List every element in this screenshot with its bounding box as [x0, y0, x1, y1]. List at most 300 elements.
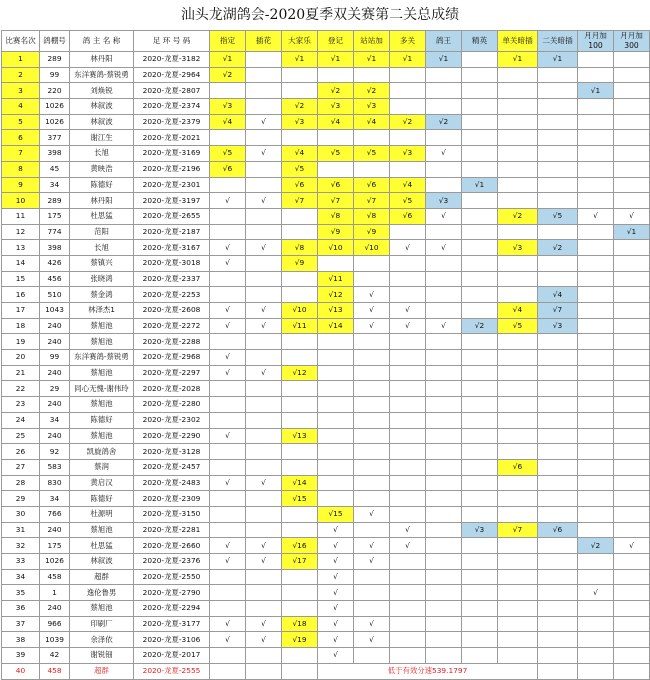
cell-rank: 10	[2, 193, 40, 209]
cell-award	[462, 554, 498, 570]
cell-award	[390, 569, 426, 585]
cell-award	[426, 287, 462, 303]
cell-award	[318, 334, 354, 350]
cell-award	[318, 67, 354, 83]
cell-award	[354, 475, 390, 491]
cell-award	[426, 303, 462, 319]
cell-award	[614, 412, 650, 428]
cell-loft: 289	[40, 52, 70, 68]
cell-award	[578, 412, 614, 428]
table-row	[2, 114, 650, 130]
cell-loft: 92	[40, 444, 70, 460]
cell-owner: 范阳	[70, 224, 134, 240]
cell-award	[578, 475, 614, 491]
table-row	[2, 193, 650, 209]
cell-award	[426, 224, 462, 240]
cell-ring: 2020-龙夏-2655	[134, 208, 210, 224]
cell-ring: 2020-龙夏-3177	[134, 616, 210, 632]
cell-award: √	[354, 538, 390, 554]
cell-owner: 蔡旭池	[70, 522, 134, 538]
cell-award	[578, 491, 614, 507]
cell-rank: 24	[2, 412, 40, 428]
cell-award	[426, 334, 462, 350]
cell-award	[538, 83, 578, 99]
cell-award: √	[354, 287, 390, 303]
cell-award	[282, 585, 318, 601]
cell-award: √	[614, 208, 650, 224]
cell-loft: 583	[40, 459, 70, 475]
table-row	[2, 538, 650, 554]
cell-owner: 同心无愧-谢伟玲	[70, 381, 134, 397]
cell-award	[614, 601, 650, 617]
cell-award	[538, 114, 578, 130]
cell-award	[354, 161, 390, 177]
cell-owner: 凯旋鸽舍	[70, 444, 134, 460]
cell-rank: 32	[2, 538, 40, 554]
table-row	[2, 287, 650, 303]
cell-award	[578, 130, 614, 146]
cell-award: √	[318, 601, 354, 617]
table-row	[2, 208, 650, 224]
cell-award	[210, 585, 246, 601]
cell-award	[246, 397, 282, 413]
cell-award: √5	[538, 208, 578, 224]
cell-loft: 398	[40, 146, 70, 162]
cell-loft: 1043	[40, 303, 70, 319]
cell-award	[246, 208, 282, 224]
cell-ring: 2020-龙夏-2457	[134, 459, 210, 475]
cell-award	[498, 99, 538, 115]
cell-award	[390, 381, 426, 397]
cell-award	[210, 224, 246, 240]
cell-award	[246, 601, 282, 617]
cell-award	[210, 208, 246, 224]
cell-award	[282, 287, 318, 303]
cell-award	[498, 130, 538, 146]
cell-award	[498, 475, 538, 491]
cell-rank: 31	[2, 522, 40, 538]
cell-rank: 22	[2, 381, 40, 397]
cell-award	[426, 506, 462, 522]
cell-award	[614, 52, 650, 68]
cell-award	[498, 569, 538, 585]
cell-rank: 19	[2, 334, 40, 350]
cell-loft: 240	[40, 522, 70, 538]
column-header: 多关	[390, 31, 426, 52]
cell-award: √	[246, 146, 282, 162]
cell-award: √11	[282, 318, 318, 334]
cell-award: √	[210, 255, 246, 271]
cell-award	[538, 428, 578, 444]
table-row	[2, 350, 650, 366]
cell-rank: 14	[2, 255, 40, 271]
cell-award	[614, 146, 650, 162]
cell-award: √11	[318, 271, 354, 287]
cell-award	[462, 114, 498, 130]
cell-owner: 蔡旭池	[70, 428, 134, 444]
cell-award: √1	[538, 52, 578, 68]
cell-rank: 37	[2, 616, 40, 632]
cell-rank: 34	[2, 569, 40, 585]
cell-award	[462, 585, 498, 601]
cell-loft: 1026	[40, 554, 70, 570]
cell-award	[538, 616, 578, 632]
cell-award	[426, 648, 462, 664]
cell-award	[462, 240, 498, 256]
cell-award	[426, 412, 462, 428]
cell-rank: 23	[2, 397, 40, 413]
cell-award	[538, 130, 578, 146]
cell-award: √2	[538, 240, 578, 256]
cell-rank: 38	[2, 632, 40, 648]
cell-award: √1	[426, 52, 462, 68]
cell-award: √4	[538, 287, 578, 303]
cell-award: √	[246, 365, 282, 381]
cell-award	[462, 397, 498, 413]
cell-award	[390, 397, 426, 413]
cell-award	[614, 397, 650, 413]
table-row	[2, 569, 650, 585]
cell-loft: 240	[40, 397, 70, 413]
cell-award: √	[318, 569, 354, 585]
cell-award: √	[318, 585, 354, 601]
table-row	[2, 506, 650, 522]
cell-empty	[578, 663, 614, 679]
cell-award: √	[578, 585, 614, 601]
cell-loft: 1039	[40, 632, 70, 648]
cell-award: √6	[390, 208, 426, 224]
cell-award: √13	[318, 303, 354, 319]
cell-award	[538, 334, 578, 350]
cell-award	[390, 287, 426, 303]
cell-award	[578, 193, 614, 209]
table-row	[2, 224, 650, 240]
cell-award: √6	[498, 459, 538, 475]
cell-ring: 2020-龙夏-3169	[134, 146, 210, 162]
cell-award	[246, 334, 282, 350]
cell-award	[614, 130, 650, 146]
cell-award	[538, 381, 578, 397]
cell-owner: 刘焕锐	[70, 83, 134, 99]
cell-award	[390, 444, 426, 460]
cell-award	[354, 255, 390, 271]
cell-ring: 2020-龙夏-2196	[134, 161, 210, 177]
cell-award	[498, 67, 538, 83]
cell-award	[282, 83, 318, 99]
cell-award	[538, 444, 578, 460]
table-row	[2, 240, 650, 256]
cell-ring: 2020-龙夏-2309	[134, 491, 210, 507]
cell-award: √	[354, 318, 390, 334]
cell-award: √16	[282, 538, 318, 554]
cell-award	[318, 428, 354, 444]
cell-award	[578, 428, 614, 444]
cell-award	[578, 224, 614, 240]
cell-award	[246, 287, 282, 303]
column-header: 精英	[462, 31, 498, 52]
cell-award	[578, 632, 614, 648]
cell-award: √15	[282, 491, 318, 507]
cell-owner: 东洋赛鸽-蔡锐勇	[70, 350, 134, 366]
cell-award: √2	[578, 538, 614, 554]
cell-award	[538, 350, 578, 366]
cell-award	[282, 412, 318, 428]
column-header: 大家乐	[282, 31, 318, 52]
cell-award: √3	[210, 99, 246, 115]
cell-award	[462, 208, 498, 224]
cell-ring: 2020-龙夏-2301	[134, 177, 210, 193]
cell-award	[498, 161, 538, 177]
cell-award	[246, 648, 282, 664]
cell-award	[462, 616, 498, 632]
cell-award	[462, 569, 498, 585]
cell-award	[390, 334, 426, 350]
cell-award	[354, 569, 390, 585]
cell-award	[426, 67, 462, 83]
cell-award	[246, 428, 282, 444]
cell-award: √4	[390, 177, 426, 193]
table-row	[2, 303, 650, 319]
cell-award: √7	[498, 522, 538, 538]
cell-award: √8	[318, 208, 354, 224]
cell-award	[354, 601, 390, 617]
cell-award	[246, 255, 282, 271]
cell-award	[354, 130, 390, 146]
cell-award: √	[210, 365, 246, 381]
table-row	[2, 601, 650, 617]
cell-award	[462, 224, 498, 240]
cell-award	[426, 177, 462, 193]
cell-award: √7	[282, 193, 318, 209]
cell-owner: 蔡旭池	[70, 318, 134, 334]
cell-award	[282, 444, 318, 460]
cell-ring: 2020-龙夏-2021	[134, 130, 210, 146]
cell-award	[538, 601, 578, 617]
cell-rank: 29	[2, 491, 40, 507]
cell-award	[426, 130, 462, 146]
cell-award	[390, 350, 426, 366]
cell-rank: 26	[2, 444, 40, 460]
cell-award	[246, 491, 282, 507]
cell-award: √	[246, 538, 282, 554]
cell-award	[426, 538, 462, 554]
cell-award	[426, 397, 462, 413]
cell-ring: 2020-龙夏-2337	[134, 271, 210, 287]
cell-owner: 长旭	[70, 240, 134, 256]
cell-award: √10	[282, 303, 318, 319]
cell-award: √	[390, 538, 426, 554]
cell-owner: 林丹阳	[70, 193, 134, 209]
cell-award	[578, 444, 614, 460]
cell-award	[462, 52, 498, 68]
cell-award	[462, 475, 498, 491]
cell-award	[390, 161, 426, 177]
column-header: 足 环 号 码	[134, 31, 210, 52]
cell-award	[538, 459, 578, 475]
cell-empty	[614, 663, 650, 679]
cell-award: √7	[538, 303, 578, 319]
table-row	[2, 255, 650, 271]
cell-owner: 杜思猛	[70, 538, 134, 554]
cell-ring: 2020-龙夏-2290	[134, 428, 210, 444]
cell-award	[390, 428, 426, 444]
cell-ring: 2020-龙夏-2660	[134, 538, 210, 554]
cell-award	[498, 381, 538, 397]
cell-loft: 1	[40, 585, 70, 601]
table-row	[2, 444, 650, 460]
cell-award	[426, 381, 462, 397]
cell-award	[578, 381, 614, 397]
cell-award: √	[578, 208, 614, 224]
table-row	[2, 146, 650, 162]
cell-loft: 240	[40, 601, 70, 617]
cell-award	[614, 177, 650, 193]
cell-loft: 45	[40, 161, 70, 177]
cell-ring: 2020-龙夏-3128	[134, 444, 210, 460]
cell-award	[578, 67, 614, 83]
cell-ring: 2020-龙夏-3167	[134, 240, 210, 256]
cell-award	[498, 271, 538, 287]
cell-rank: 30	[2, 506, 40, 522]
column-header: 指定	[210, 31, 246, 52]
cell-award	[462, 365, 498, 381]
cell-award	[390, 130, 426, 146]
cell-ring: 2020-龙夏-3197	[134, 193, 210, 209]
cell-award	[462, 506, 498, 522]
cell-award	[498, 193, 538, 209]
cell-rank: 21	[2, 365, 40, 381]
cell-award	[246, 585, 282, 601]
cell-rank: 4	[2, 99, 40, 115]
cell-award: √2	[282, 99, 318, 115]
cell-award	[354, 271, 390, 287]
cell-award: √	[354, 303, 390, 319]
cell-loft: 289	[40, 193, 70, 209]
cell-owner: 蔡旭池	[70, 334, 134, 350]
cell-award	[246, 83, 282, 99]
cell-award	[462, 412, 498, 428]
cell-owner: 超群	[70, 663, 134, 679]
cell-owner: 蔡旭池	[70, 365, 134, 381]
cell-award: √5	[282, 161, 318, 177]
cell-award: √5	[210, 146, 246, 162]
cell-award: √6	[538, 522, 578, 538]
cell-award	[498, 350, 538, 366]
cell-rank: 8	[2, 161, 40, 177]
cell-award	[538, 255, 578, 271]
cell-loft: 1026	[40, 114, 70, 130]
cell-ring: 2020-龙夏-2028	[134, 381, 210, 397]
cell-award	[246, 522, 282, 538]
cell-award	[354, 334, 390, 350]
cell-award	[246, 444, 282, 460]
cell-empty	[538, 663, 578, 679]
cell-award	[426, 271, 462, 287]
cell-award	[538, 271, 578, 287]
cell-award: √1	[282, 52, 318, 68]
cell-award: √1	[614, 224, 650, 240]
cell-award	[246, 506, 282, 522]
cell-award	[282, 569, 318, 585]
cell-award	[614, 318, 650, 334]
cell-award	[426, 428, 462, 444]
cell-award: √	[246, 240, 282, 256]
cell-owner: 林叙波	[70, 114, 134, 130]
cell-ring: 2020-龙夏-2302	[134, 412, 210, 428]
cell-award	[210, 569, 246, 585]
cell-award	[498, 554, 538, 570]
cell-award	[578, 648, 614, 664]
sheet-title: 汕头龙湖鸽会-2020夏季双关赛第二关总成绩	[180, 7, 460, 23]
cell-award	[282, 397, 318, 413]
table-row	[2, 397, 650, 413]
cell-award: √	[426, 146, 462, 162]
cell-loft: 240	[40, 365, 70, 381]
cell-ring: 2020-龙夏-2272	[134, 318, 210, 334]
cell-owner: 林丹阳	[70, 52, 134, 68]
cell-award: √	[318, 648, 354, 664]
cell-award	[354, 381, 390, 397]
cell-award	[462, 83, 498, 99]
cell-award	[246, 412, 282, 428]
table-row	[2, 99, 650, 115]
cell-award	[614, 334, 650, 350]
cell-award	[318, 381, 354, 397]
cell-award	[498, 616, 538, 632]
cell-award	[538, 475, 578, 491]
cell-rank: 11	[2, 208, 40, 224]
cell-rank: 17	[2, 303, 40, 319]
cell-loft: 29	[40, 381, 70, 397]
cell-ring: 2020-龙夏-2288	[134, 334, 210, 350]
cell-award	[578, 52, 614, 68]
cell-award: √3	[498, 240, 538, 256]
cell-rank: 3	[2, 83, 40, 99]
cell-loft: 99	[40, 350, 70, 366]
cell-award: √6	[318, 177, 354, 193]
cell-award: √3	[426, 193, 462, 209]
cell-award: √4	[498, 303, 538, 319]
cell-award: √1	[354, 52, 390, 68]
cell-award	[426, 459, 462, 475]
cell-award	[426, 161, 462, 177]
cell-award: √19	[282, 632, 318, 648]
cell-award	[318, 491, 354, 507]
table-row	[2, 522, 650, 538]
cell-award	[462, 146, 498, 162]
cell-award	[354, 412, 390, 428]
cell-award	[538, 648, 578, 664]
cell-award: √1	[390, 52, 426, 68]
cell-ring: 2020-龙夏-2376	[134, 554, 210, 570]
cell-owner: 谢锐钿	[70, 648, 134, 664]
cell-award: √	[390, 303, 426, 319]
cell-ring: 2020-龙夏-2483	[134, 475, 210, 491]
column-header: 站站加	[354, 31, 390, 52]
cell-award	[578, 569, 614, 585]
cell-award: √10	[354, 240, 390, 256]
cell-owner: 陈德好	[70, 177, 134, 193]
cell-award	[390, 632, 426, 648]
cell-award	[498, 601, 538, 617]
cell-award	[462, 459, 498, 475]
cell-loft: 766	[40, 506, 70, 522]
cell-ring: 2020-龙夏-2968	[134, 350, 210, 366]
cell-rank: 35	[2, 585, 40, 601]
cell-award	[578, 601, 614, 617]
cell-loft: 377	[40, 130, 70, 146]
cell-award	[210, 522, 246, 538]
